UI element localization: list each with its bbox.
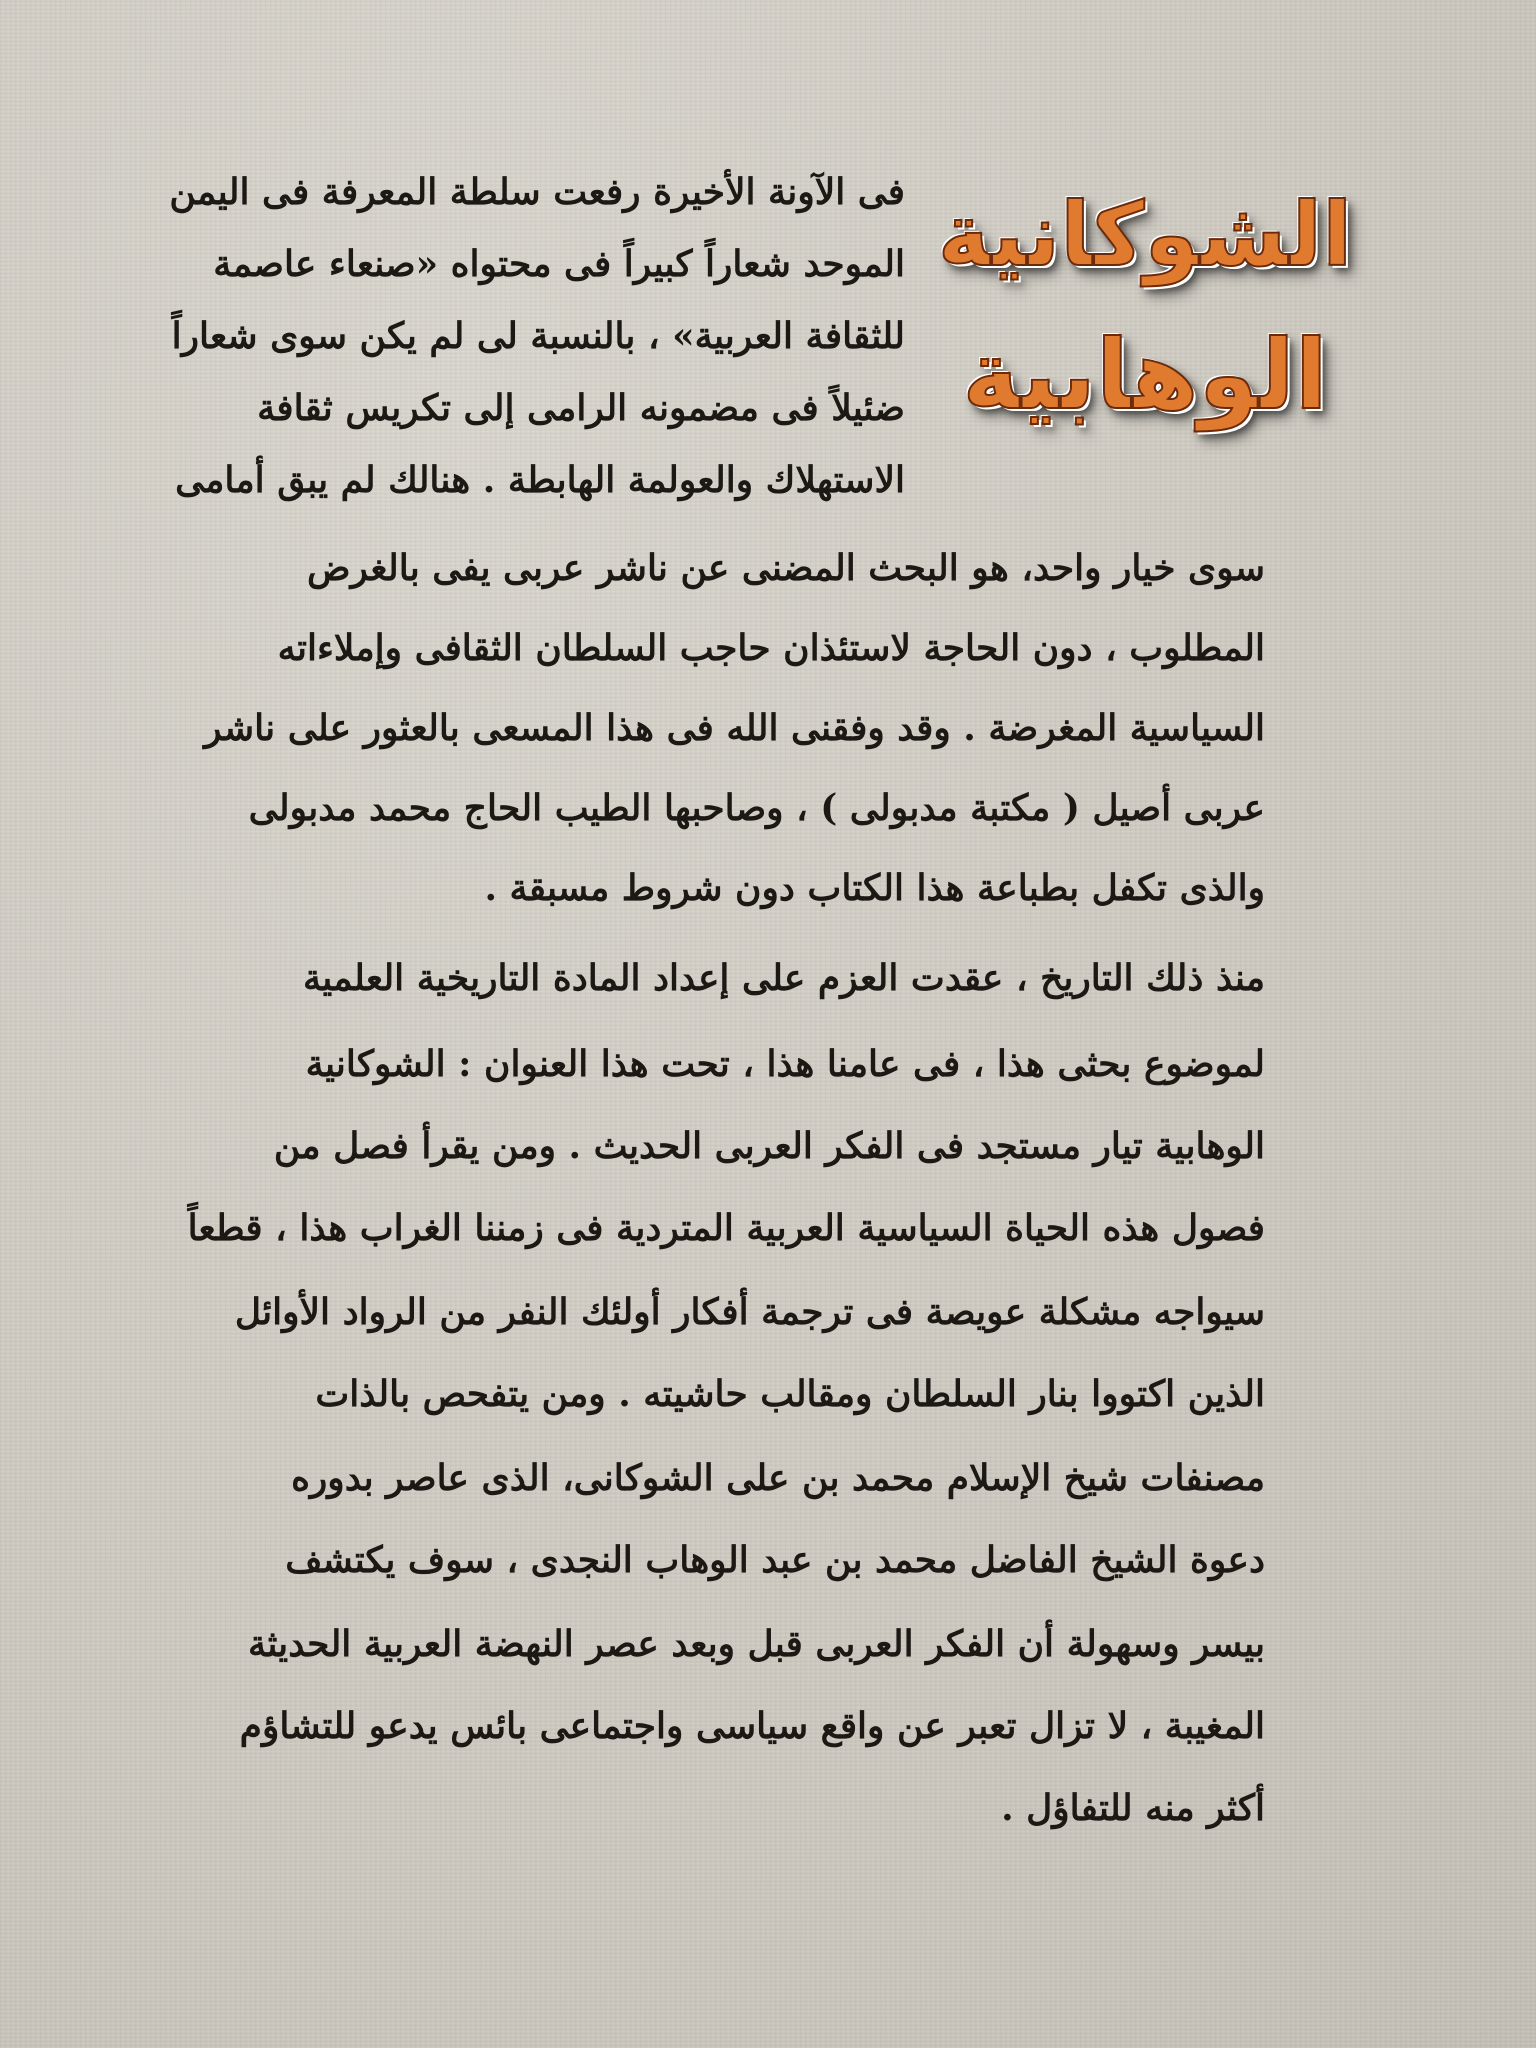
text-line: فصول هذه الحياة السياسية العربية المتردية فى زمننا الغراب هذا ، قطعاً: [187, 1207, 1265, 1249]
text-line: ضئيلاً فى مضمونه الرامى إلى تكريس ثقافة: [257, 387, 905, 429]
text-line: مصنفات شيخ الإسلام محمد بن على الشوكانى، الذى عاصر بدوره: [291, 1457, 1265, 1499]
text-line: لموضوع بحثى هذا ، فى عامنا هذا ، تحت هذا العنوان : الشوكانية: [305, 1043, 1265, 1085]
text-line: الموحد شعاراً كبيراً فى محتواه «صنعاء عاصمة: [213, 243, 905, 285]
text-line: للثقافة العربية» ، بالنسبة لى لم يكن سوى شعاراً: [171, 315, 905, 357]
text-line: المغيبة ، لا تزال تعبر عن واقع سياسى واجتماعى بائس يدعو للتشاؤم: [239, 1705, 1265, 1747]
text-line: فى الآونة الأخيرة رفعت سلطة المعرفة فى اليمن: [169, 171, 905, 213]
text-line: عربى أصيل ( مكتبة مدبولى ) ، وصاحبها الطيب الحاج محمد مدبولى: [248, 787, 1265, 829]
text-line: الاستهلاك والعولمة الهابطة . هنالك لم يبق أمامى: [175, 459, 905, 501]
text-line: منذ ذلك التاريخ ، عقدت العزم على إعداد المادة التاريخية العلمية: [302, 957, 1265, 999]
book-title-line-1: الشوكانية: [937, 183, 1353, 286]
text-line: السياسية المغرضة . وقد وفقنى الله فى هذا المسعى بالعثور على ناشر: [204, 707, 1265, 749]
text-line: بيسر وسهولة أن الفكر العربى قبل وبعد عصر النهضة العربية الحديثة: [248, 1623, 1265, 1665]
text-line: سيواجه مشكلة عويصة فى ترجمة أفكار أولئك النفر من الرواد الأوائل: [234, 1291, 1265, 1333]
text-line: دعوة الشيخ الفاضل محمد بن عبد الوهاب النجدى ، سوف يكتشف: [285, 1539, 1265, 1581]
book-title-line-2: الوهابية: [962, 319, 1328, 431]
text-line: المطلوب ، دون الحاجة لاستئذان حاجب السلطان الثقافى وإملاءاته: [277, 627, 1265, 669]
text-line: سوى خيار واحد، هو البحث المضنى عن ناشر عربى يفى بالغرض: [307, 547, 1265, 589]
text-line: الوهابية تيار مستجد فى الفكر العربى الحديث . ومن يقرأ فصل من: [273, 1125, 1265, 1167]
book-title: [935, 165, 1355, 485]
text-line: والذى تكفل بطباعة هذا الكتاب دون شروط مسبقة .: [484, 867, 1265, 909]
text-line: أكثر منه للتفاؤل .: [1001, 1787, 1265, 1829]
text-line: الذين اكتووا بنار السلطان ومقالب حاشيته . ومن يتفحص بالذات: [315, 1373, 1265, 1415]
